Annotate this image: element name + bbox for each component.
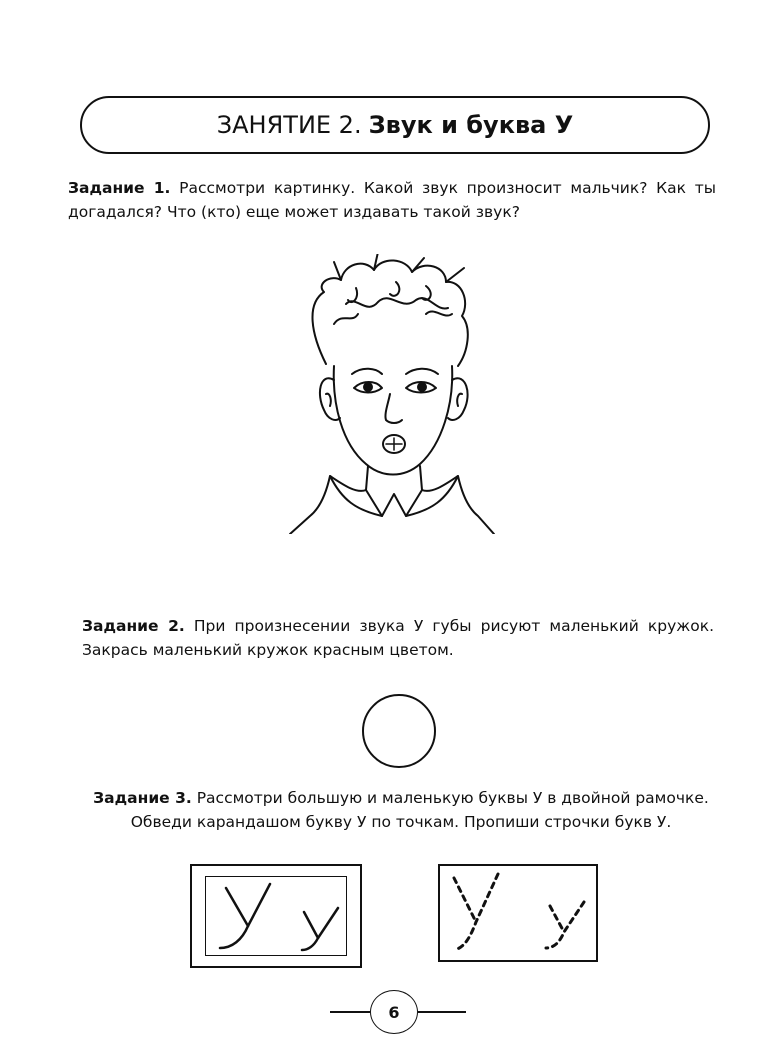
small-circle-icon[interactable] bbox=[362, 694, 436, 768]
lesson-number: ЗАНЯТИЕ 2. bbox=[216, 111, 362, 139]
boy-saying-u-icon bbox=[286, 254, 496, 534]
task-2-text: При произнесении звука У губы рисуют маленький кружок. Закрась маленький кружок красным цветом. bbox=[82, 617, 714, 659]
task-3-line-2: Обведи карандашом букву У по точкам. Пропиши строчки букв У. bbox=[130, 813, 672, 831]
task-2-label: Задание 2. bbox=[82, 617, 185, 635]
task-3-text-line-1: Рассмотри большую и маленькую буквы У в двойной рамочке. bbox=[196, 789, 709, 807]
letter-frame-solid bbox=[190, 864, 362, 968]
letter-frame-dotted[interactable] bbox=[438, 864, 598, 962]
task-1-label: Задание 1. bbox=[68, 179, 171, 197]
footer-line-left bbox=[330, 1011, 370, 1013]
task-3 bbox=[85, 786, 717, 834]
task-3-line-1 bbox=[85, 786, 717, 810]
letter-u-solid-icon bbox=[192, 866, 364, 970]
page-number: 6 bbox=[370, 990, 418, 1034]
page-footer bbox=[330, 990, 470, 1040]
footer-line-right bbox=[418, 1011, 466, 1013]
task-2 bbox=[82, 614, 714, 662]
task-3-label: Задание 3. bbox=[93, 789, 192, 807]
task-1-text: Рассмотри картинку. Какой звук произносит мальчик? Как ты догадался? Что (кто) еще может издавать такой звук? bbox=[68, 179, 716, 221]
task-1 bbox=[68, 176, 716, 224]
letter-u-dotted-icon[interactable] bbox=[440, 866, 600, 964]
lesson-title-box bbox=[80, 96, 710, 154]
lesson-topic: Звук и буква У bbox=[368, 111, 574, 139]
